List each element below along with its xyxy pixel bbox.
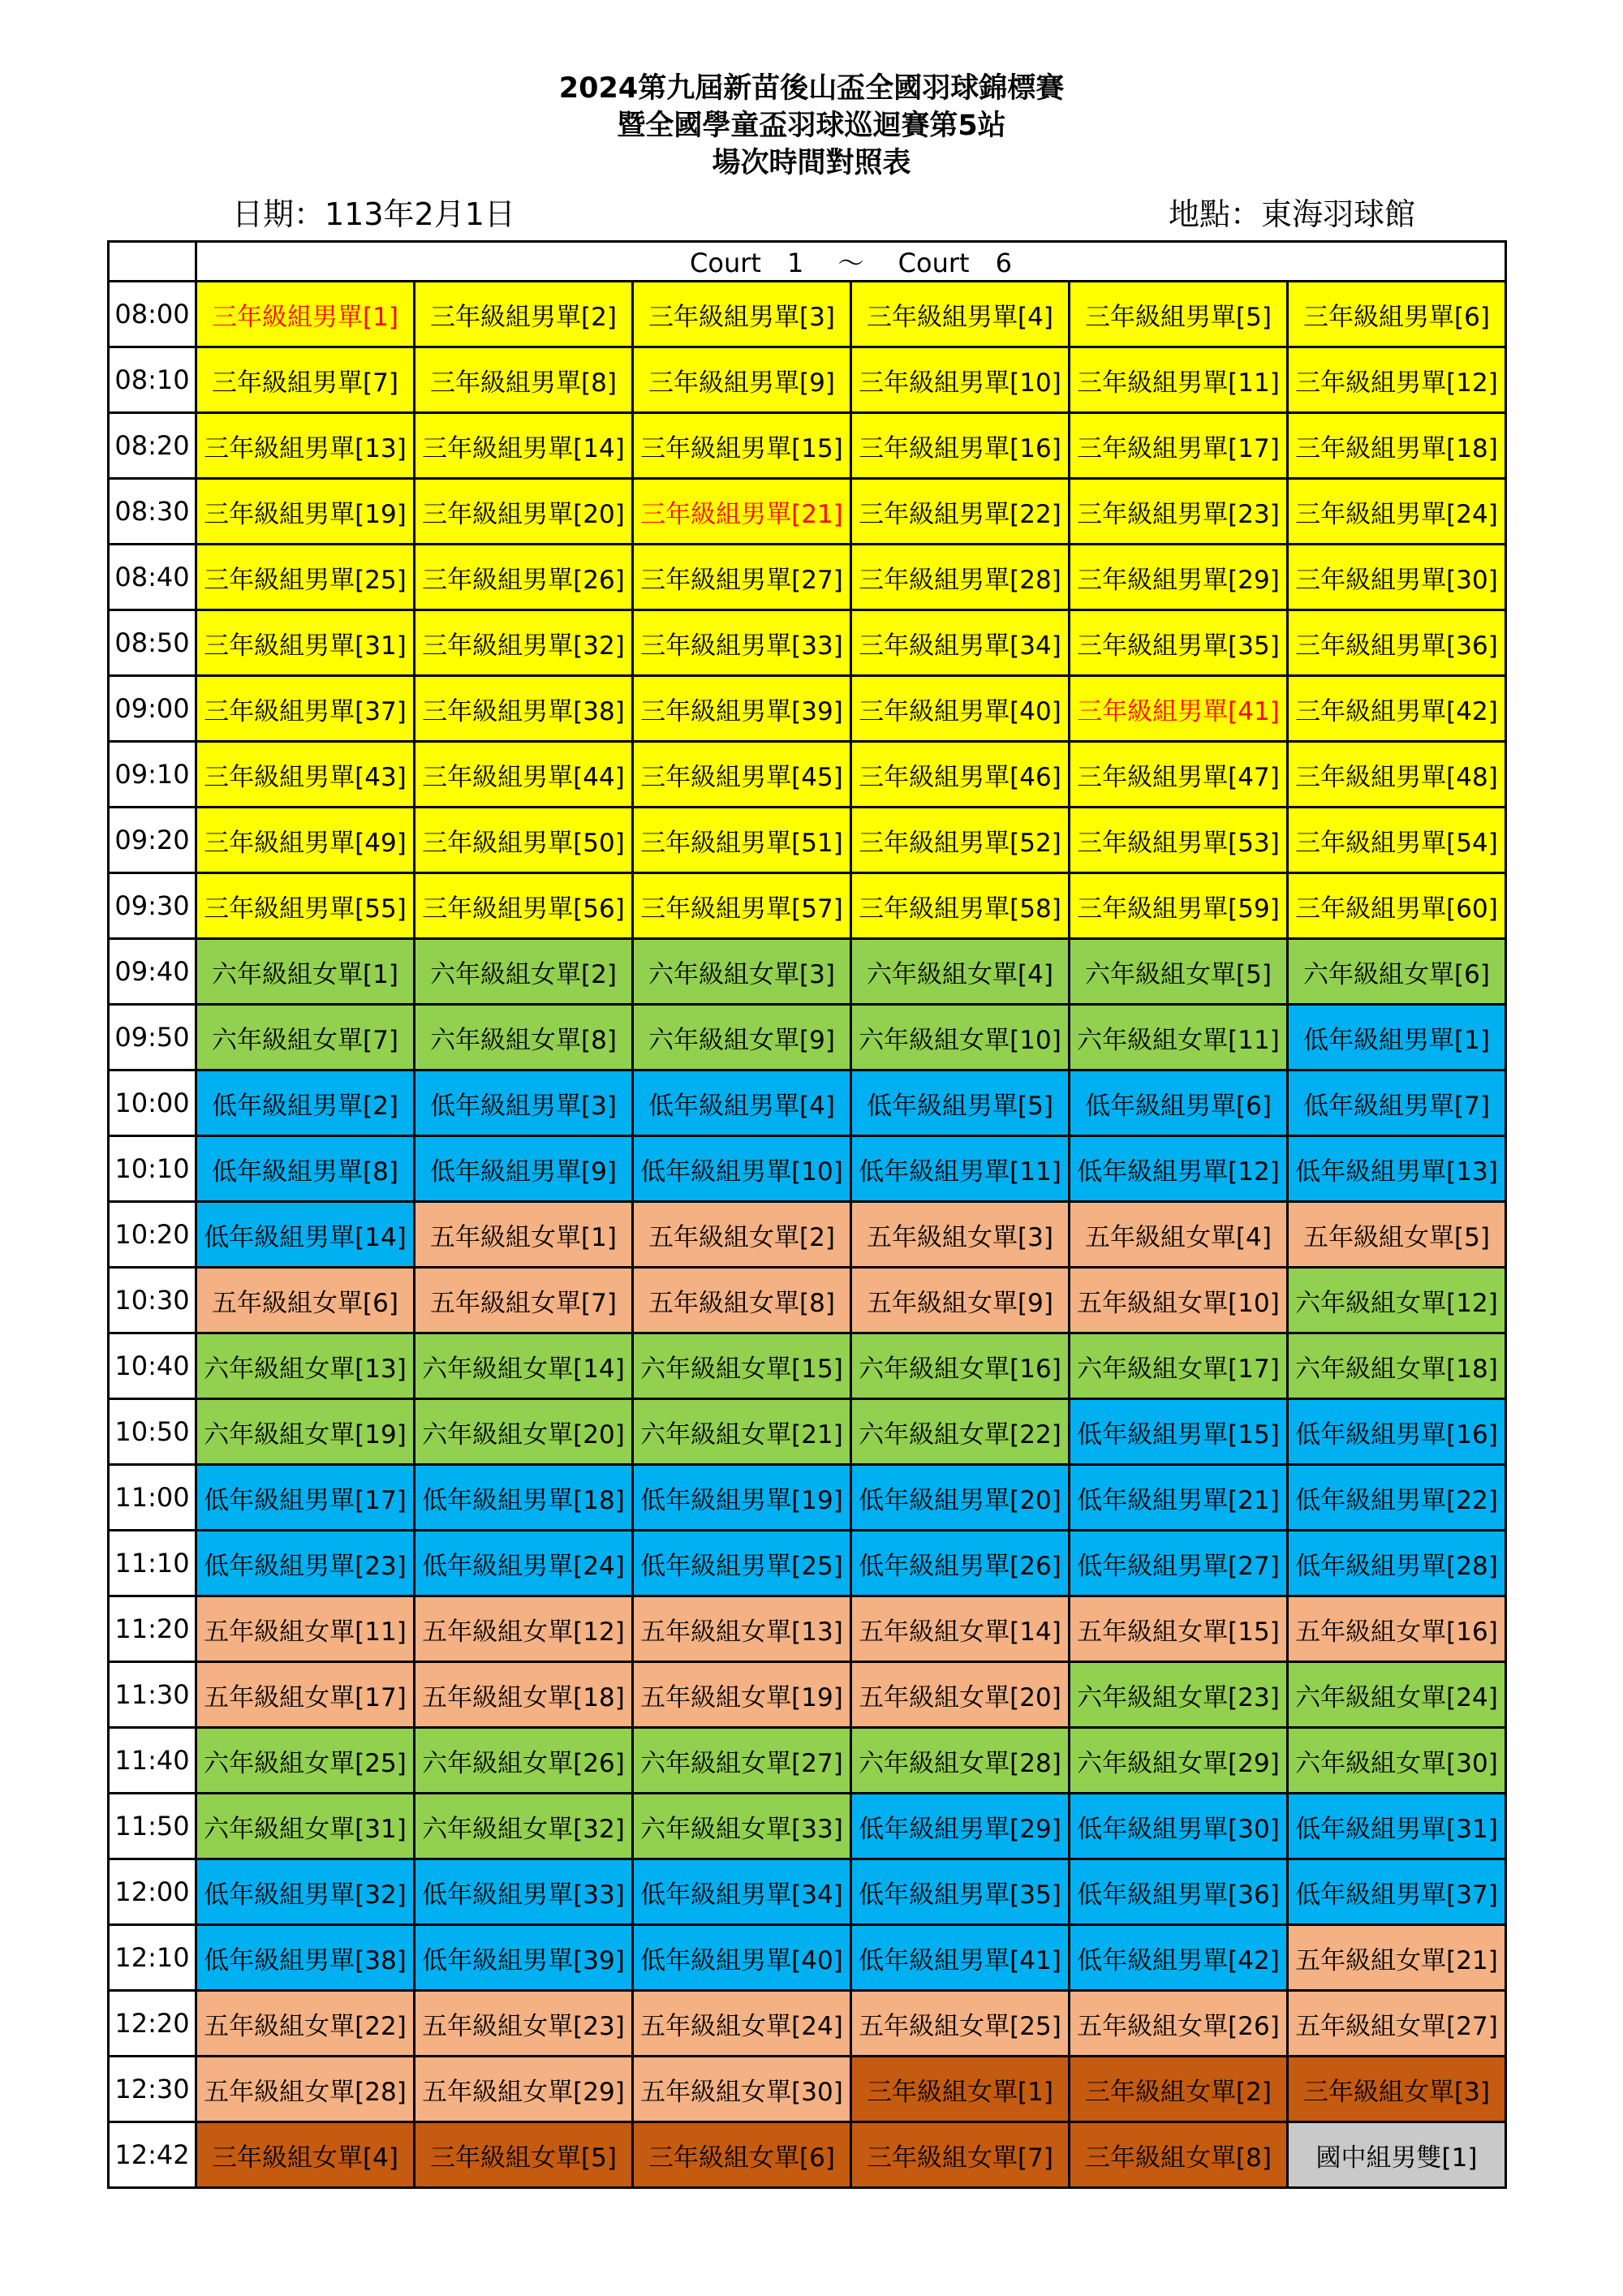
title-block xyxy=(0,70,1623,182)
match-cell-court-2: 三年級組男單[26] xyxy=(415,545,633,610)
match-cell-court-2: 三年級組男單[56] xyxy=(415,873,633,939)
match-cell-court-6: 國中組男雙[1] xyxy=(1288,2122,1506,2188)
time-slot: 08:00 xyxy=(109,282,196,347)
schedule-row xyxy=(109,873,1506,939)
match-cell-court-2: 三年級組男單[2] xyxy=(415,282,633,347)
title-line-1: 2024第九屆新苗後山盃全國羽球錦標賽 xyxy=(558,72,1065,105)
time-slot: 09:30 xyxy=(109,873,196,939)
match-cell-court-1: 低年級組男單[2] xyxy=(196,1070,415,1136)
match-cell-court-1: 六年級組女單[19] xyxy=(196,1399,415,1465)
schedule-row xyxy=(109,479,1506,545)
schedule-row xyxy=(109,413,1506,479)
schedule-row xyxy=(109,610,1506,676)
time-slot: 11:50 xyxy=(109,1794,196,1859)
match-cell-court-1: 三年級組男單[43] xyxy=(196,742,415,808)
title-line-2: 暨全國學童盃羽球巡迴賽第5站 xyxy=(617,110,1006,142)
schedule-row xyxy=(109,1136,1506,1202)
match-cell-court-4: 低年級組男單[35] xyxy=(851,1859,1070,1925)
match-cell-court-5: 低年級組男單[6] xyxy=(1070,1070,1288,1136)
time-slot: 09:00 xyxy=(109,676,196,742)
match-cell-court-6: 低年級組男單[16] xyxy=(1288,1399,1506,1465)
match-cell-court-6: 六年級組女單[18] xyxy=(1288,1333,1506,1399)
match-cell-court-2: 六年級組女單[20] xyxy=(415,1399,633,1465)
match-cell-court-3: 六年級組女單[33] xyxy=(633,1794,851,1859)
match-cell-court-1: 三年級組男單[7] xyxy=(196,347,415,413)
match-cell-court-5: 低年級組男單[36] xyxy=(1070,1859,1288,1925)
match-cell-court-4: 五年級組女單[14] xyxy=(851,1596,1070,1662)
schedule-row xyxy=(109,808,1506,873)
match-cell-court-5: 六年級組女單[29] xyxy=(1070,1728,1288,1794)
match-cell-court-6: 五年級組女單[5] xyxy=(1288,1202,1506,1268)
match-cell-court-5: 三年級組男單[17] xyxy=(1070,413,1288,479)
time-slot: 11:10 xyxy=(109,1531,196,1596)
schedule-table xyxy=(107,240,1507,2189)
match-cell-court-4: 三年級組男單[28] xyxy=(851,545,1070,610)
match-cell-court-4: 三年級組男單[46] xyxy=(851,742,1070,808)
schedule-body xyxy=(109,242,1506,2188)
schedule-row xyxy=(109,1991,1506,2057)
match-cell-court-6: 六年級組女單[12] xyxy=(1288,1268,1506,1333)
match-cell-court-1: 低年級組男單[38] xyxy=(196,1925,415,1991)
match-cell-court-3: 六年級組女單[3] xyxy=(633,939,851,1005)
match-cell-court-3: 低年級組男單[4] xyxy=(633,1070,851,1136)
match-cell-court-5: 低年級組男單[27] xyxy=(1070,1531,1288,1596)
match-cell-court-5: 三年級組男單[41] xyxy=(1070,676,1288,742)
match-cell-court-6: 低年級組男單[13] xyxy=(1288,1136,1506,1202)
match-cell-court-1: 低年級組男單[17] xyxy=(196,1465,415,1531)
match-cell-court-4: 低年級組男單[5] xyxy=(851,1070,1070,1136)
match-cell-court-3: 低年級組男單[19] xyxy=(633,1465,851,1531)
match-cell-court-5: 三年級組男單[47] xyxy=(1070,742,1288,808)
match-cell-court-5: 六年級組女單[23] xyxy=(1070,1662,1288,1728)
time-slot: 09:20 xyxy=(109,808,196,873)
time-slot: 10:00 xyxy=(109,1070,196,1136)
match-cell-court-2: 低年級組男單[39] xyxy=(415,1925,633,1991)
match-cell-court-2: 六年級組女單[32] xyxy=(415,1794,633,1859)
match-cell-court-3: 三年級組男單[45] xyxy=(633,742,851,808)
match-cell-court-3: 六年級組女單[9] xyxy=(633,1005,851,1070)
match-cell-court-3: 低年級組男單[10] xyxy=(633,1136,851,1202)
time-slot: 08:40 xyxy=(109,545,196,610)
schedule-row xyxy=(109,1202,1506,1268)
time-slot: 11:30 xyxy=(109,1662,196,1728)
match-cell-court-2: 五年級組女單[12] xyxy=(415,1596,633,1662)
time-slot: 11:20 xyxy=(109,1596,196,1662)
schedule-row xyxy=(109,939,1506,1005)
schedule-row xyxy=(109,545,1506,610)
match-cell-court-5: 六年級組女單[17] xyxy=(1070,1333,1288,1399)
schedule-row xyxy=(109,1399,1506,1465)
time-slot: 12:20 xyxy=(109,1991,196,2057)
match-cell-court-1: 五年級組女單[6] xyxy=(196,1268,415,1333)
match-cell-court-2: 低年級組男單[9] xyxy=(415,1136,633,1202)
match-cell-court-2: 六年級組女單[2] xyxy=(415,939,633,1005)
match-cell-court-3: 三年級組男單[39] xyxy=(633,676,851,742)
match-cell-court-6: 三年級組男單[36] xyxy=(1288,610,1506,676)
match-cell-court-1: 三年級組男單[19] xyxy=(196,479,415,545)
time-slot: 08:20 xyxy=(109,413,196,479)
header-corner xyxy=(109,242,196,282)
match-cell-court-6: 三年級組男單[54] xyxy=(1288,808,1506,873)
schedule-row xyxy=(109,282,1506,347)
match-cell-court-1: 三年級組男單[55] xyxy=(196,873,415,939)
time-slot: 12:42 xyxy=(109,2122,196,2188)
match-cell-court-5: 三年級組女單[2] xyxy=(1070,2057,1288,2122)
match-cell-court-6: 低年級組男單[22] xyxy=(1288,1465,1506,1531)
match-cell-court-1: 三年級組男單[25] xyxy=(196,545,415,610)
match-cell-court-4: 三年級組男單[34] xyxy=(851,610,1070,676)
schedule-row xyxy=(109,1268,1506,1333)
match-cell-court-2: 三年級組女單[5] xyxy=(415,2122,633,2188)
match-cell-court-3: 五年級組女單[19] xyxy=(633,1662,851,1728)
match-cell-court-1: 低年級組男單[32] xyxy=(196,1859,415,1925)
schedule-row xyxy=(109,347,1506,413)
match-cell-court-4: 低年級組男單[11] xyxy=(851,1136,1070,1202)
time-slot: 10:50 xyxy=(109,1399,196,1465)
match-cell-court-3: 三年級組男單[15] xyxy=(633,413,851,479)
match-cell-court-6: 低年級組男單[37] xyxy=(1288,1859,1506,1925)
schedule-row xyxy=(109,1465,1506,1531)
match-cell-court-5: 五年級組女單[26] xyxy=(1070,1991,1288,2057)
match-cell-court-2: 六年級組女單[14] xyxy=(415,1333,633,1399)
match-cell-court-3: 低年級組男單[34] xyxy=(633,1859,851,1925)
match-cell-court-6: 六年級組女單[30] xyxy=(1288,1728,1506,1794)
match-cell-court-1: 三年級組男單[31] xyxy=(196,610,415,676)
match-cell-court-4: 低年級組男單[41] xyxy=(851,1925,1070,1991)
match-cell-court-2: 三年級組男單[8] xyxy=(415,347,633,413)
match-cell-court-1: 六年級組女單[13] xyxy=(196,1333,415,1399)
match-cell-court-6: 三年級組男單[24] xyxy=(1288,479,1506,545)
match-cell-court-4: 五年級組女單[3] xyxy=(851,1202,1070,1268)
match-cell-court-5: 三年級組男單[35] xyxy=(1070,610,1288,676)
match-cell-court-3: 三年級組男單[27] xyxy=(633,545,851,610)
match-cell-court-1: 六年級組女單[25] xyxy=(196,1728,415,1794)
match-cell-court-5: 低年級組男單[21] xyxy=(1070,1465,1288,1531)
match-cell-court-6: 五年級組女單[21] xyxy=(1288,1925,1506,1991)
match-cell-court-3: 五年級組女單[30] xyxy=(633,2057,851,2122)
match-cell-court-4: 六年級組女單[28] xyxy=(851,1728,1070,1794)
match-cell-court-2: 六年級組女單[8] xyxy=(415,1005,633,1070)
match-cell-court-4: 五年級組女單[20] xyxy=(851,1662,1070,1728)
match-cell-court-4: 三年級組男單[52] xyxy=(851,808,1070,873)
match-cell-court-3: 三年級組男單[51] xyxy=(633,808,851,873)
match-cell-court-2: 五年級組女單[29] xyxy=(415,2057,633,2122)
match-cell-court-6: 五年級組女單[27] xyxy=(1288,1991,1506,2057)
match-cell-court-3: 低年級組男單[40] xyxy=(633,1925,851,1991)
match-cell-court-3: 三年級組男單[3] xyxy=(633,282,851,347)
match-cell-court-2: 三年級組男單[20] xyxy=(415,479,633,545)
venue-label: 地點：東海羽球館 xyxy=(1169,196,1416,232)
match-cell-court-4: 六年級組女單[16] xyxy=(851,1333,1070,1399)
match-cell-court-6: 低年級組男單[31] xyxy=(1288,1794,1506,1859)
match-cell-court-5: 低年級組男單[15] xyxy=(1070,1399,1288,1465)
match-cell-court-6: 三年級組男單[48] xyxy=(1288,742,1506,808)
match-cell-court-4: 三年級組女單[7] xyxy=(851,2122,1070,2188)
match-cell-court-5: 三年級組男單[29] xyxy=(1070,545,1288,610)
schedule-row xyxy=(109,2057,1506,2122)
match-cell-court-3: 三年級組男單[33] xyxy=(633,610,851,676)
time-slot: 08:30 xyxy=(109,479,196,545)
match-cell-court-2: 低年級組男單[24] xyxy=(415,1531,633,1596)
match-cell-court-3: 六年級組女單[21] xyxy=(633,1399,851,1465)
title-line-3: 場次時間對照表 xyxy=(712,147,911,179)
match-cell-court-1: 五年級組女單[22] xyxy=(196,1991,415,2057)
match-cell-court-4: 低年級組男單[26] xyxy=(851,1531,1070,1596)
match-cell-court-2: 低年級組男單[3] xyxy=(415,1070,633,1136)
time-slot: 11:00 xyxy=(109,1465,196,1531)
schedule-row xyxy=(109,742,1506,808)
match-cell-court-2: 三年級組男單[38] xyxy=(415,676,633,742)
match-cell-court-2: 五年級組女單[23] xyxy=(415,1991,633,2057)
match-cell-court-5: 低年級組男單[30] xyxy=(1070,1794,1288,1859)
match-cell-court-5: 三年級組男單[23] xyxy=(1070,479,1288,545)
match-cell-court-4: 三年級組女單[1] xyxy=(851,2057,1070,2122)
match-cell-court-5: 低年級組男單[12] xyxy=(1070,1136,1288,1202)
match-cell-court-4: 低年級組男單[20] xyxy=(851,1465,1070,1531)
time-slot: 12:00 xyxy=(109,1859,196,1925)
match-cell-court-1: 三年級組男單[13] xyxy=(196,413,415,479)
match-cell-court-4: 三年級組男單[58] xyxy=(851,873,1070,939)
match-cell-court-2: 六年級組女單[26] xyxy=(415,1728,633,1794)
schedule-row xyxy=(109,1925,1506,1991)
match-cell-court-6: 三年級組男單[12] xyxy=(1288,347,1506,413)
time-slot: 08:10 xyxy=(109,347,196,413)
match-cell-court-3: 三年級組男單[57] xyxy=(633,873,851,939)
match-cell-court-3: 低年級組男單[25] xyxy=(633,1531,851,1596)
schedule-row xyxy=(109,1859,1506,1925)
time-slot: 10:10 xyxy=(109,1136,196,1202)
date-label: 日期：113年2月1日 xyxy=(232,196,515,232)
match-cell-court-6: 低年級組男單[7] xyxy=(1288,1070,1506,1136)
schedule-row xyxy=(109,1596,1506,1662)
match-cell-court-5: 三年級組男單[59] xyxy=(1070,873,1288,939)
match-cell-court-2: 三年級組男單[14] xyxy=(415,413,633,479)
match-cell-court-4: 三年級組男單[22] xyxy=(851,479,1070,545)
court-range-header: Court 1 ～ Court 6 xyxy=(196,242,1506,282)
match-cell-court-1: 低年級組男單[8] xyxy=(196,1136,415,1202)
match-cell-court-5: 三年級組男單[11] xyxy=(1070,347,1288,413)
match-cell-court-6: 低年級組男單[28] xyxy=(1288,1531,1506,1596)
match-cell-court-5: 三年級組男單[53] xyxy=(1070,808,1288,873)
schedule-row xyxy=(109,2122,1506,2188)
match-cell-court-6: 三年級組男單[42] xyxy=(1288,676,1506,742)
schedule-row xyxy=(109,1333,1506,1399)
match-cell-court-1: 六年級組女單[1] xyxy=(196,939,415,1005)
match-cell-court-2: 三年級組男單[32] xyxy=(415,610,633,676)
match-cell-court-5: 低年級組男單[42] xyxy=(1070,1925,1288,1991)
time-slot: 09:50 xyxy=(109,1005,196,1070)
match-cell-court-4: 六年級組女單[4] xyxy=(851,939,1070,1005)
match-cell-court-6: 五年級組女單[16] xyxy=(1288,1596,1506,1662)
match-cell-court-4: 六年級組女單[10] xyxy=(851,1005,1070,1070)
match-cell-court-6: 三年級組男單[6] xyxy=(1288,282,1506,347)
match-cell-court-4: 六年級組女單[22] xyxy=(851,1399,1070,1465)
match-cell-court-3: 三年級組男單[21] xyxy=(633,479,851,545)
schedule-row xyxy=(109,1662,1506,1728)
court-header-row xyxy=(109,242,1506,282)
time-slot: 11:40 xyxy=(109,1728,196,1794)
schedule-row xyxy=(109,1005,1506,1070)
match-cell-court-4: 三年級組男單[4] xyxy=(851,282,1070,347)
match-cell-court-6: 三年級組女單[3] xyxy=(1288,2057,1506,2122)
match-cell-court-4: 五年級組女單[9] xyxy=(851,1268,1070,1333)
match-cell-court-1: 三年級組男單[1] xyxy=(196,282,415,347)
match-cell-court-3: 三年級組女單[6] xyxy=(633,2122,851,2188)
time-slot: 08:50 xyxy=(109,610,196,676)
schedule-row xyxy=(109,1070,1506,1136)
match-cell-court-5: 三年級組女單[8] xyxy=(1070,2122,1288,2188)
match-cell-court-6: 六年級組女單[6] xyxy=(1288,939,1506,1005)
match-cell-court-4: 三年級組男單[10] xyxy=(851,347,1070,413)
match-cell-court-5: 六年級組女單[11] xyxy=(1070,1005,1288,1070)
match-cell-court-6: 低年級組男單[1] xyxy=(1288,1005,1506,1070)
match-cell-court-2: 五年級組女單[18] xyxy=(415,1662,633,1728)
match-cell-court-1: 五年級組女單[17] xyxy=(196,1662,415,1728)
time-slot: 10:30 xyxy=(109,1268,196,1333)
match-cell-court-2: 低年級組男單[33] xyxy=(415,1859,633,1925)
time-slot: 10:40 xyxy=(109,1333,196,1399)
match-cell-court-1: 三年級組男單[49] xyxy=(196,808,415,873)
match-cell-court-6: 六年級組女單[24] xyxy=(1288,1662,1506,1728)
match-cell-court-3: 三年級組男單[9] xyxy=(633,347,851,413)
match-cell-court-1: 五年級組女單[11] xyxy=(196,1596,415,1662)
match-cell-court-1: 六年級組女單[7] xyxy=(196,1005,415,1070)
match-cell-court-1: 低年級組男單[14] xyxy=(196,1202,415,1268)
schedule-row xyxy=(109,676,1506,742)
match-cell-court-6: 三年級組男單[30] xyxy=(1288,545,1506,610)
schedule-row xyxy=(109,1531,1506,1596)
match-cell-court-5: 五年級組女單[10] xyxy=(1070,1268,1288,1333)
match-cell-court-2: 三年級組男單[50] xyxy=(415,808,633,873)
match-cell-court-3: 五年級組女單[13] xyxy=(633,1596,851,1662)
match-cell-court-1: 五年級組女單[28] xyxy=(196,2057,415,2122)
match-cell-court-4: 三年級組男單[40] xyxy=(851,676,1070,742)
time-slot: 12:10 xyxy=(109,1925,196,1991)
match-cell-court-4: 低年級組男單[29] xyxy=(851,1794,1070,1859)
match-cell-court-6: 三年級組男單[60] xyxy=(1288,873,1506,939)
time-slot: 09:40 xyxy=(109,939,196,1005)
match-cell-court-3: 六年級組女單[27] xyxy=(633,1728,851,1794)
match-cell-court-3: 六年級組女單[15] xyxy=(633,1333,851,1399)
match-cell-court-6: 三年級組男單[18] xyxy=(1288,413,1506,479)
match-cell-court-5: 三年級組男單[5] xyxy=(1070,282,1288,347)
match-cell-court-4: 五年級組女單[25] xyxy=(851,1991,1070,2057)
match-cell-court-2: 三年級組男單[44] xyxy=(415,742,633,808)
match-cell-court-3: 五年級組女單[24] xyxy=(633,1991,851,2057)
match-cell-court-3: 五年級組女單[8] xyxy=(633,1268,851,1333)
match-cell-court-5: 六年級組女單[5] xyxy=(1070,939,1288,1005)
match-cell-court-1: 三年級組男單[37] xyxy=(196,676,415,742)
match-cell-court-2: 五年級組女單[1] xyxy=(415,1202,633,1268)
time-slot: 10:20 xyxy=(109,1202,196,1268)
match-cell-court-3: 五年級組女單[2] xyxy=(633,1202,851,1268)
schedule-row xyxy=(109,1794,1506,1859)
match-cell-court-5: 五年級組女單[15] xyxy=(1070,1596,1288,1662)
match-cell-court-2: 五年級組女單[7] xyxy=(415,1268,633,1333)
match-cell-court-1: 三年級組女單[4] xyxy=(196,2122,415,2188)
match-cell-court-1: 低年級組男單[23] xyxy=(196,1531,415,1596)
schedule-row xyxy=(109,1728,1506,1794)
time-slot: 09:10 xyxy=(109,742,196,808)
match-cell-court-4: 三年級組男單[16] xyxy=(851,413,1070,479)
match-cell-court-1: 六年級組女單[31] xyxy=(196,1794,415,1859)
match-cell-court-2: 低年級組男單[18] xyxy=(415,1465,633,1531)
time-slot: 12:30 xyxy=(109,2057,196,2122)
match-cell-court-5: 五年級組女單[4] xyxy=(1070,1202,1288,1268)
